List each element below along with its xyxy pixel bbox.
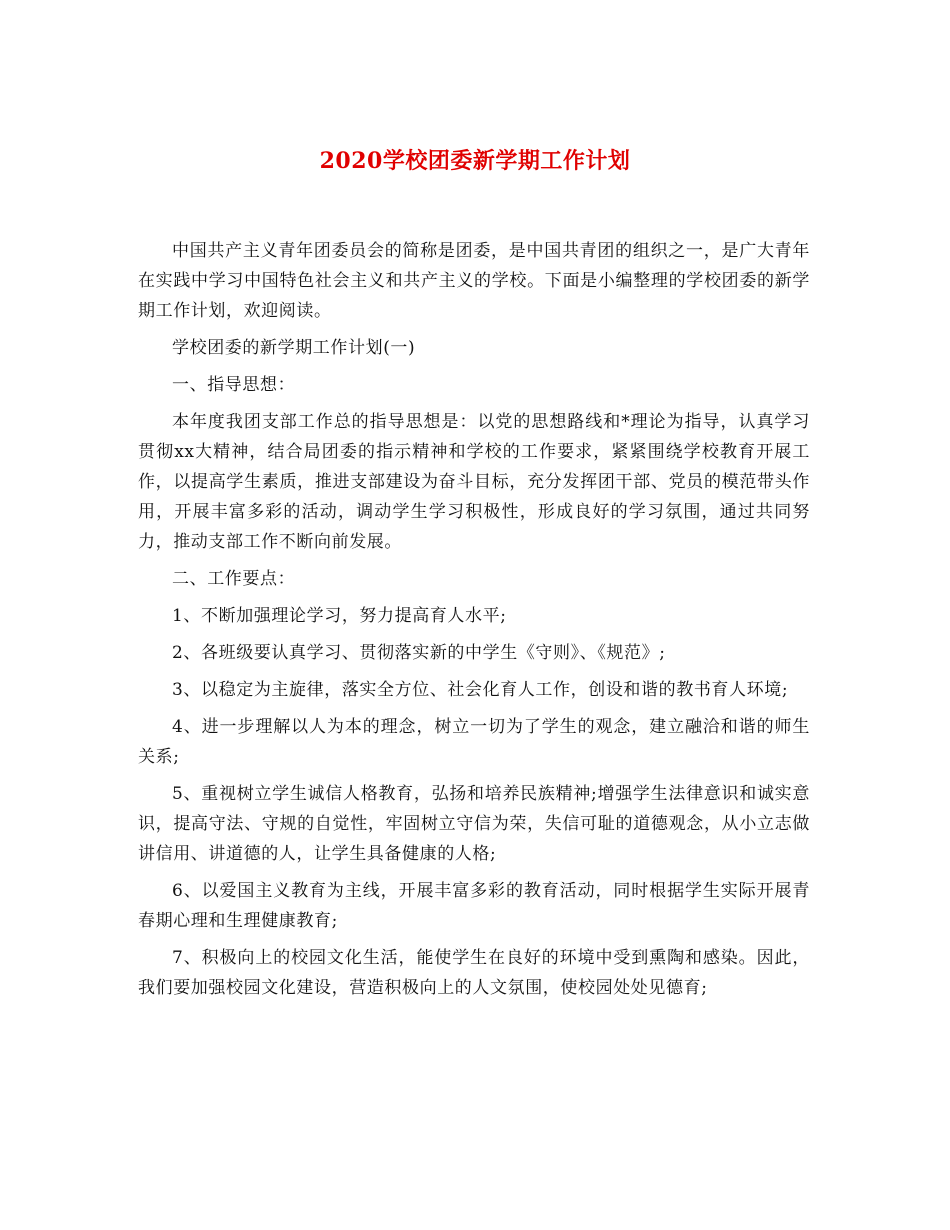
list-item-4: 4、进一步理解以人为本的理念，树立一切为了学生的观念，建立融洽和谐的师生关系; (138, 717, 810, 767)
paragraph-intro: 中国共产主义青年团委员会的简称是团委，是中国共青团的组织之一，是广大青年在实践中学习中国特色社会主义和共产主义的学校。下面是小编整理的学校团委的新学期工作计划，欢迎阅读。 (138, 241, 810, 321)
list-item-3: 3、以稳定为主旋律，落实全方位、社会化育人工作，创设和谐的教书育人环境; (172, 680, 789, 700)
list-item-5: 5、重视树立学生诚信人格教育，弘扬和培养民族精神;增强学生法律意识和诚实意识，提高守法、守规的自觉性，牢固树立守信为荣，失信可耻的道德观念，从小立志做讲信用、讲道德的人，让学生具备健康的人格; (138, 784, 810, 864)
list-item-6: 6、以爱国主义教育为主线，开展丰富多彩的教育活动，同时根据学生实际开展青春期心理和生理健康教育; (138, 881, 810, 931)
list-item-7: 7、积极向上的校园文化生活，能使学生在良好的环境中受到熏陶和感染。因此，我们要加强校园文化建设，营造积极向上的人文氛围，使校园处处见德育; (138, 948, 810, 998)
document-title: 2020学校团委新学期工作计划 (319, 148, 631, 174)
section-heading-guiding-idea: 一、指导思想： (172, 375, 296, 395)
section-heading-work-points: 二、工作要点： (172, 569, 296, 589)
list-item-1: 1、不断加强理论学习，努力提高育人水平; (172, 606, 507, 626)
section-heading-plan-one: 学校团委的新学期工作计划(一) (172, 338, 416, 358)
document-body (138, 236, 810, 1010)
paragraph-guiding-idea: 本年度我团支部工作总的指导思想是：以党的思想路线和*理论为指导，认真学习贯彻xx大精神，结合局团委的指示精神和学校的工作要求，紧紧围绕学校教育开展工作，以提高学生素质，推进支部建设为奋斗目标，充分发挥团干部、党员的模范带头作用，开展丰富多彩的活动，调动学生学习积极性，形成良好的学习氛围，通过共同努力，推动支部工作不断向前发展。 (138, 412, 810, 552)
list-item-2: 2、各班级要认真学习、贯彻落实新的中学生《守则》、《规范》; (172, 643, 666, 663)
